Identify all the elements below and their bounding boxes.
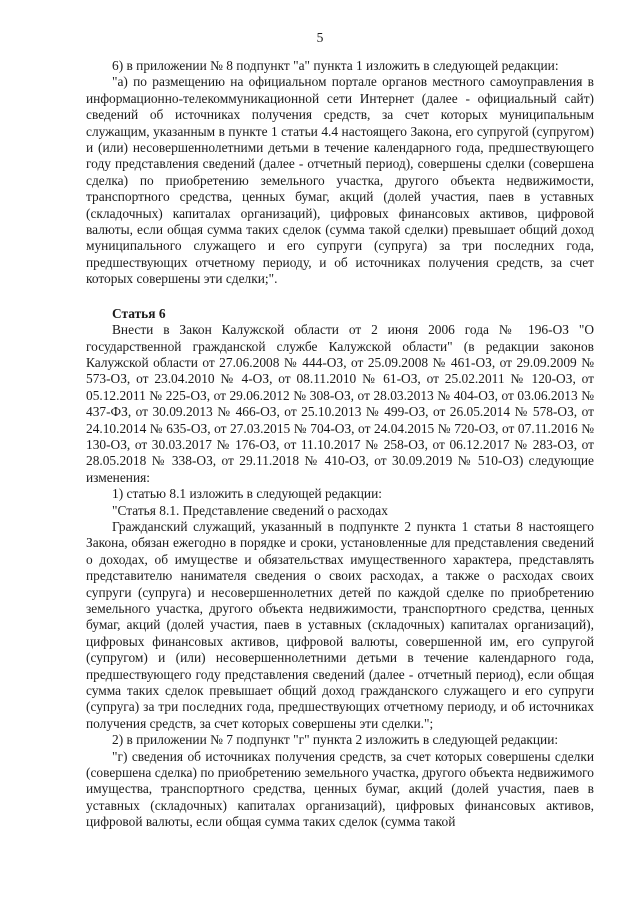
quoted-subparagraph-g: "г) сведения об источниках получения средств, за счет которых совершены сделки (совершена сделка) по приобретению земельного участка, другого объекта недвижимого имущества, транспортного средства, ценных бумаг, акций (долей участия, паев в уставных (складочных) капиталах организаций), цифровых финансовых активов, цифровой валюты, если общая сумма таких сделок (сумма такой <box>86 748 594 830</box>
section-spacer <box>86 288 594 306</box>
article-8-1-body: Гражданский служащий, указанный в подпункте 2 пункта 1 статьи 8 настоящего Закона, обязан ежегодно в порядке и сроки, установленные для представления сведений о доходах, об имуществе и обязательствах имущественного характера, представлять представителю нанимателя сведения о своих расходах, а также о расходах своих супруги (супруга) и несовершеннолетних детей по каждой сделке по приобретению земельного участка, другого объекта недвижимости, транспортного средства, ценных бумаг, акций (долей участия, паев в уставных (складочных) капиталах организаций), цифровых финансовых активов, цифровой валюты, совершенной им, его супругой (супругом) и (или) несовершеннолетними детьми в течение календарного года, предшествующего году представления сведений (далее - отчетный период), если общая сумма таких сделок превышает общий доход гражданского служащего и его супруги (супруга) за три последних года, предшествующих отчетному периоду, и об источниках получения средств, за счет которых совершены эти сделки."; <box>86 518 594 731</box>
article-heading: Статья 6 <box>112 305 166 321</box>
amendment-item-1: 1) статью 8.1 изложить в следующей редакции: <box>112 486 382 502</box>
article-8-1-title: "Статья 8.1. Представление сведений о расходах <box>112 502 388 518</box>
page-number: 5 <box>316 30 324 45</box>
article-intro: Внести в Закон Калужской области от 2 июня 2006 года № 196-ОЗ "О государственной гражданской службе Калужской области" (в редакции законов Калужской области от 27.06.2008 № 444-ОЗ, от 25.09.2008 № 461-ОЗ, от 29.09.2009 № 573-ОЗ, от 23.04.2010 № 4-ОЗ, от 08.11.2010 № 61-ОЗ, от 25.02.2011 № 120-ОЗ, от 05.12.2011 № 225-ОЗ, от 29.06.2012 № 308-ОЗ, от 28.03.2013 № 404-ОЗ, от 03.06.2013 № 437-ФЗ, от 30.09.2013 № 466-ОЗ, от 25.10.2013 № 499-ОЗ, от 26.05.2014 № 578-ОЗ, от 24.10.2014 № 635-ОЗ, от 27.03.2015 № 704-ОЗ, от 24.04.2015 № 720-ОЗ, от 07.11.2016 № 130-ОЗ, от 30.03.2017 № 176-ОЗ, от 11.10.2017 № 258-ОЗ, от 06.12.2017 № 283-ОЗ, от 28.05.2018 № 338-ОЗ, от 29.11.2018 № 410-ОЗ, от 30.09.2019 № 510-ОЗ) следующие изменения: <box>86 322 594 485</box>
amendment-item-6: 6) в приложении № 8 подпункт "а" пункта 1 изложить в следующей редакции: <box>112 58 559 73</box>
quoted-subparagraph-a: "а) по размещению на официальном портале органов местного самоуправления в информационно-телекоммуникационной сети Интернет (далее - официальный сайт) сведений об источниках получения средств, за счет которых муниципальным служащим, указанным в пункте 1 статьи 4.4 настоящего Закона, его супругой (супругом) и (или) несовершеннолетними детьми в течение календарного года, предшествующего году представления сведений (далее - отчетный период), совершены сделки (совершена сделка) по приобретению земельного участка, другого объекта недвижимости, транспортного средства, ценных бумаг, акций (долей участия, паев в уставных (складочных) капиталах организаций), цифровых финансовых активов, цифровой валюты, если общая сумма таких сделок (сумма такой сделки) превышает общий доход муниципального служащего и его супруги (супруга) за три последних года, предшествующих отчетному периоду, и об источниках получения средств, за счет которых совершены эти сделки;". <box>86 74 594 287</box>
amendment-item-2: 2) в приложении № 7 подпункт "г" пункта 2 изложить в следующей редакции: <box>112 732 559 748</box>
document-body <box>86 58 594 831</box>
